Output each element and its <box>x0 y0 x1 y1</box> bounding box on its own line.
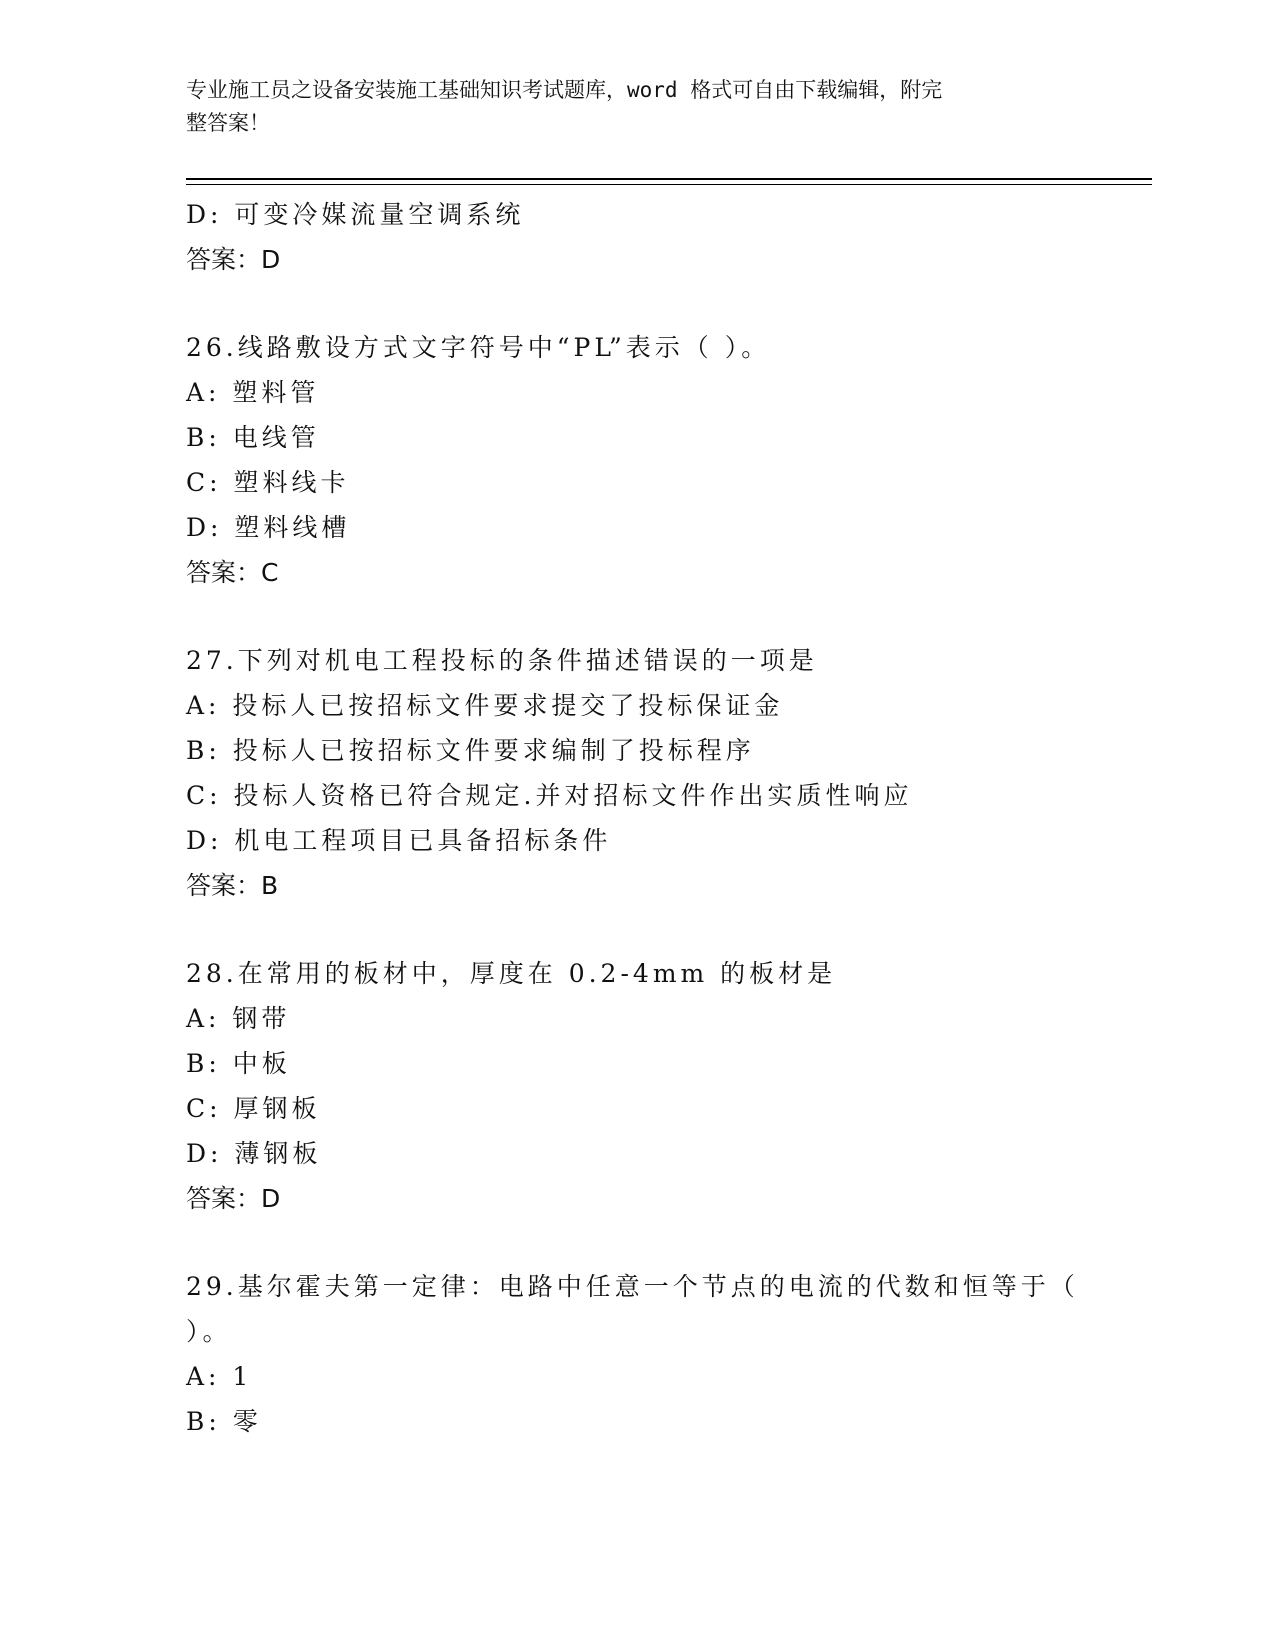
option-a: A: 投标人已按招标文件要求提交了投标保证金 <box>186 691 784 720</box>
option-b: B: 中板 <box>186 1049 291 1078</box>
option-b: B: 零 <box>186 1407 262 1436</box>
carryover-option-d: D: 可变冷媒流量空调系统 <box>186 200 525 229</box>
question-stem-line-1: 29.基尔霍夫第一定律：电路中任意一个节点的电流的代数和恒等于（ <box>186 1272 1079 1301</box>
question-28 <box>186 951 1152 1221</box>
answer: 答案：C <box>186 558 279 587</box>
document-header <box>186 74 1086 140</box>
question-26 <box>186 325 1152 595</box>
option-c: C: 厚钢板 <box>186 1094 321 1123</box>
header-title-line-1: 专业施工员之设备安装施工基础知识考试题库，word 格式可自由下载编辑，附完 <box>186 78 943 102</box>
answer: 答案：D <box>186 1184 281 1213</box>
option-d: D: 薄钢板 <box>186 1139 322 1168</box>
option-b: B: 电线管 <box>186 423 320 452</box>
question-stem-line-2: ）。 <box>186 1317 232 1346</box>
option-d: D: 机电工程项目已具备招标条件 <box>186 826 612 855</box>
header-divider-thin <box>186 184 1152 185</box>
carryover-answer: 答案：D <box>186 245 281 274</box>
question-stem: 27.下列对机电工程投标的条件描述错误的一项是 <box>186 646 818 675</box>
question-stem: 28.在常用的板材中，厚度在 0.2-4mm 的板材是 <box>186 959 837 988</box>
question-stem: 26.线路敷设方式文字符号中“PL”表示（ ）。 <box>186 333 771 362</box>
answer: 答案：B <box>186 871 279 900</box>
question-27 <box>186 638 1152 908</box>
option-c: C: 塑料线卡 <box>186 468 350 497</box>
option-a: A: 1 <box>186 1362 253 1391</box>
option-b: B: 投标人已按招标文件要求编制了投标程序 <box>186 736 755 765</box>
option-c: C: 投标人资格已符合规定.并对招标文件作出实质性响应 <box>186 781 913 810</box>
option-a: A: 塑料管 <box>186 378 320 407</box>
question-list <box>186 192 1152 1444</box>
option-a: A: 钢带 <box>186 1004 291 1033</box>
option-d: D: 塑料线槽 <box>186 513 351 542</box>
header-divider-thick <box>186 178 1152 180</box>
question-29 <box>186 1264 1152 1444</box>
header-title-line-2: 整答案！ <box>186 111 270 135</box>
